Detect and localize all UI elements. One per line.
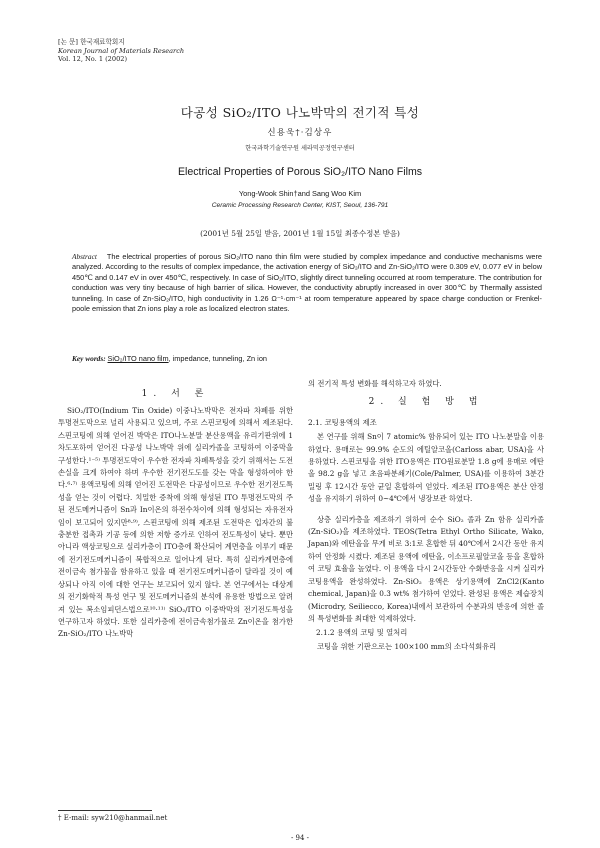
intro-continuation: 의 전기적 특성 변화를 해석하고자 하였다. <box>308 379 442 388</box>
keywords-label: Key words <box>72 354 104 363</box>
page-number: - 94 - <box>290 834 310 842</box>
affiliation-korean: 한국과학기술연구원 세라믹공정연구센터 <box>245 145 355 152</box>
abstract-label: Abstract <box>72 252 97 261</box>
methods-paragraph-1: 본 연구를 위해 Sn이 7 atomic% 함유되어 있는 ITO 나노분말을 이용하였다. 용매로는 99.9% 순도의 에틸알코올(Carloss abar, USA)을 사용하였다. 스핀코팅을 위한 ITO용액은 ITO원료분말 1.8 g에 용매로 에탄올 98.2 g을 넣고 초음파분쇄기(Cole/Palmer, USA)를 이용하여 3분간 밀링 후 12시간 동안 균일 혼합하여 얻었다. 제조된 ITO용액은 분산 안정성을 유지하기 위하여 0~4℃에서 냉장보관 하였다. <box>308 432 544 504</box>
section-2-heading: 2. 실 험 방 법 <box>368 397 484 408</box>
subsection-2-1-heading: 2.1. 코팅용액의 제조 <box>308 417 377 427</box>
section-1-heading: 1. 서 론 <box>141 389 210 399</box>
received-dates: (2001년 5월 25일 받음, 2001년 1월 15일 최종수정본 받음) <box>200 229 400 238</box>
journal-volume: Vol. 12, No. 1 (2002) <box>58 55 128 64</box>
abstract <box>72 252 542 314</box>
methods-paragraph-2: 상층 실리카층을 제조하기 위하여 순수 SiO₂ 졸과 Zn 함유 실리카졸(Zn-SiO₂)을 제조하였다. TEOS(Tetra Ethyl Ortho Silicate, Wako, Japan)와 에탄올을 무게 비로 3:1로 혼합한 뒤 40℃에서 2시간 동안 유지하여 안정화 시켰다. 제조된 용액에 에탄올, 이소프로필알코올 등을 혼합하여 코팅 효율을 높였다. 이 용액을 다시 2시간동안 수화반응을 시켜 실리카코팅용액을 완성하였다. Zn-SiO₂ 용액은 상기용액에 ZnCl2(Kanto chemical, Japan)을 0.3 wt% 첨가하여 얻었다. 완성된 용액은 제습장치(Microdry, Seiliecco, Korea)내에서 보관하여 수분과의 반응에 의한 졸의 특성변화를 최대한 억제하였다. <box>308 514 544 623</box>
abstract-text: The electrical properties of porous SiO₂/ITO nano thin film were studied by complex impedance and conductive mechanisms were analyzed. According to the results of complex impedance, the activation energy of SiO₂/ITO and Zn-SiO₂/ITO were 0.309 eV, 0.077 eV in below 450℃ and 0.147 eV in over 450℃, respectively. In case of SiO₂/ITO, slightly direct tunneling occurred at room temperature. The contribution for conduction was very tiny because of high barrier of silica. However, the conductivity abruptly increased in over 300℃ by Thermally assisted tunneling. In case of Zn-SiO₂/ITO, high conductivity in 1.26 Ω⁻¹·cm⁻¹ at room temperature appeared by space charge conduction or Frenkel-poole emission that Zn ions play a role as localized electron states. <box>72 252 542 314</box>
title-english: Electrical Properties of Porous SiO₂/ITO Nano Films <box>177 166 423 178</box>
subsection-2-1-2-heading: 2.1.2 용액의 코팅 및 열처리 <box>316 628 408 638</box>
keyword-first: SiO₂/ITO nano film <box>107 354 169 363</box>
authors-korean: 신용욱†·김상우 <box>267 127 333 137</box>
methods-paragraph-3: 코팅을 위한 기판으로는 100×100 mm의 소다석회유리 <box>317 641 497 651</box>
left-column <box>58 405 293 641</box>
journal-header <box>58 38 184 64</box>
journal-name-ko: [논 문] 한국재료학회지 <box>58 38 125 46</box>
authors-english: Yong-Wook Shin†and Sang Woo Kim <box>238 189 362 198</box>
footnote-email: † E-mail: syw210@hanmail.net <box>58 814 168 822</box>
intro-paragraph: SiO₂/ITO(Indium Tin Oxide) 이중나노박막은 전자파 차폐를 위한 투명전도막으로 널리 사용되고 있으며, 주로 스핀코팅에 의해서 제조된다. 스핀코팅에 의해 얻어진 박막은 ITO나노분말 분산용액을 유리기판위에 1차도포하여 얻어진 다공성 나노박막 위에 실리카졸을 코팅하여 이중막을 구성한다.¹⁻⁵⁾ 투명전도막이 우수한 전자파 차폐특성을 갖기 위해서는 도전손실을 크게 하여야 하며 우수한 전기전도도를 갖는 막을 형성하여야 한다.⁶·⁷⁾ 용액코팅에 의해 얻어진 도전막은 다공성이므로 우수한 전기전도특성을 얻는 것이 어렵다. 치밀한 증착에 의해 형성된 ITO 투명전도막의 주된 전도메커니즘이 Sn과 In이온의 하전수차이에 의해 형성되는 자유전자임이 보고되어 있지만⁸·⁹⁾, 스핀코팅에 의해 제조된 도전막은 입자간의 불충분한 접촉과 기공 등에 의한 저항 증가로 인하여 전도특성이 낮다. 뿐만 아니라 액상코팅으로 실리카층이 ITO층에 확산되어 계면층을 이루기 때문에 전기전도메커니즘이 복합적으로 일어나게 된다. 특히 실리카계면층에 전이금속 첨가물을 함유하고 있을 때 전기전도메커니즘이 달라질 것이 예상되나 아직 이에 대한 연구는 보고되어 있지 않다. 본 연구에서는 대상계의 전기화학적 특성 연구 및 전도메커니즘의 분석에 유용한 방법으로 알려져 있는 복소임피던스법으로¹⁰·¹¹⁾ SiO₂/ITO 이중박막의 전기전도특성을 연구하고자 하였다. 또한 실리카층에 전이금속첨가물로 Zn이온을 첨가한 Zn-SiO₂/ITO 나노박막 <box>58 406 293 639</box>
affiliation-english: Ceramic Processing Research Center, KIST, Seoul, 136-791 <box>211 202 389 209</box>
right-column <box>308 378 544 653</box>
keywords-rest: , impedance, tunneling, Zn ion <box>168 354 267 363</box>
keywords: Key words: SiO₂/ITO nano film, impedance, tunneling, Zn ion <box>72 354 267 363</box>
journal-name-en: Korean Journal of Materials Research <box>58 46 185 55</box>
footnote-divider <box>58 810 152 811</box>
title-korean: 다공성 SiO₂/ITO 나노박막의 전기적 특성 <box>180 105 420 120</box>
